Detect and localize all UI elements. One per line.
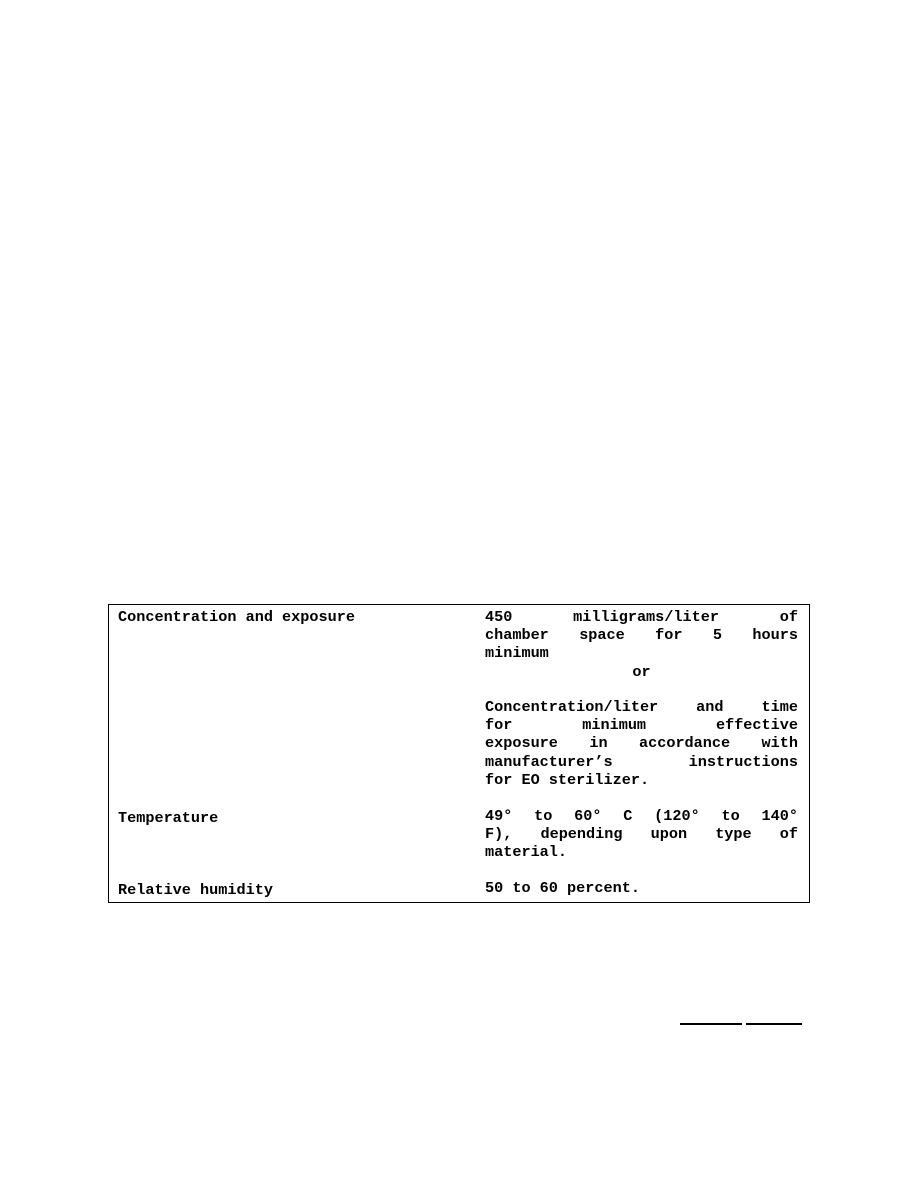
- value-line: Concentration/liter and time: [485, 698, 798, 716]
- value-line: chamber space for 5 hours: [485, 626, 798, 645]
- parameter-value-concentration: [485, 608, 798, 681]
- parameter-value-temperature: [485, 807, 798, 862]
- parameter-label-concentration: Concentration and exposure: [118, 608, 355, 626]
- value-line: 49° to 60° C (120° to 140°: [485, 807, 798, 825]
- parameter-label-relative-humidity: Relative humidity: [118, 881, 273, 899]
- answer-blank-line: [680, 1023, 742, 1025]
- value-line: material.: [485, 843, 568, 862]
- value-line: 50 to 60 percent.: [485, 879, 640, 897]
- value-line: for EO sterilizer.: [485, 770, 650, 789]
- value-line: 450 milligrams/liter of: [485, 608, 798, 626]
- value-line: F), depending upon type of: [485, 825, 798, 844]
- value-line: for minimum effective: [485, 716, 798, 735]
- parameter-label-temperature: Temperature: [118, 809, 219, 827]
- parameter-value-relative-humidity: [485, 879, 798, 897]
- value-line: exposure in accordance with: [485, 734, 798, 753]
- sterilization-parameters-table: [108, 604, 810, 903]
- parameter-value-concentration-alternative: [485, 698, 798, 789]
- value-line: minimum: [485, 644, 549, 663]
- or-separator: or: [632, 662, 651, 681]
- answer-blank-line: [746, 1023, 802, 1025]
- value-line: manufacturer’s instructions: [485, 752, 798, 771]
